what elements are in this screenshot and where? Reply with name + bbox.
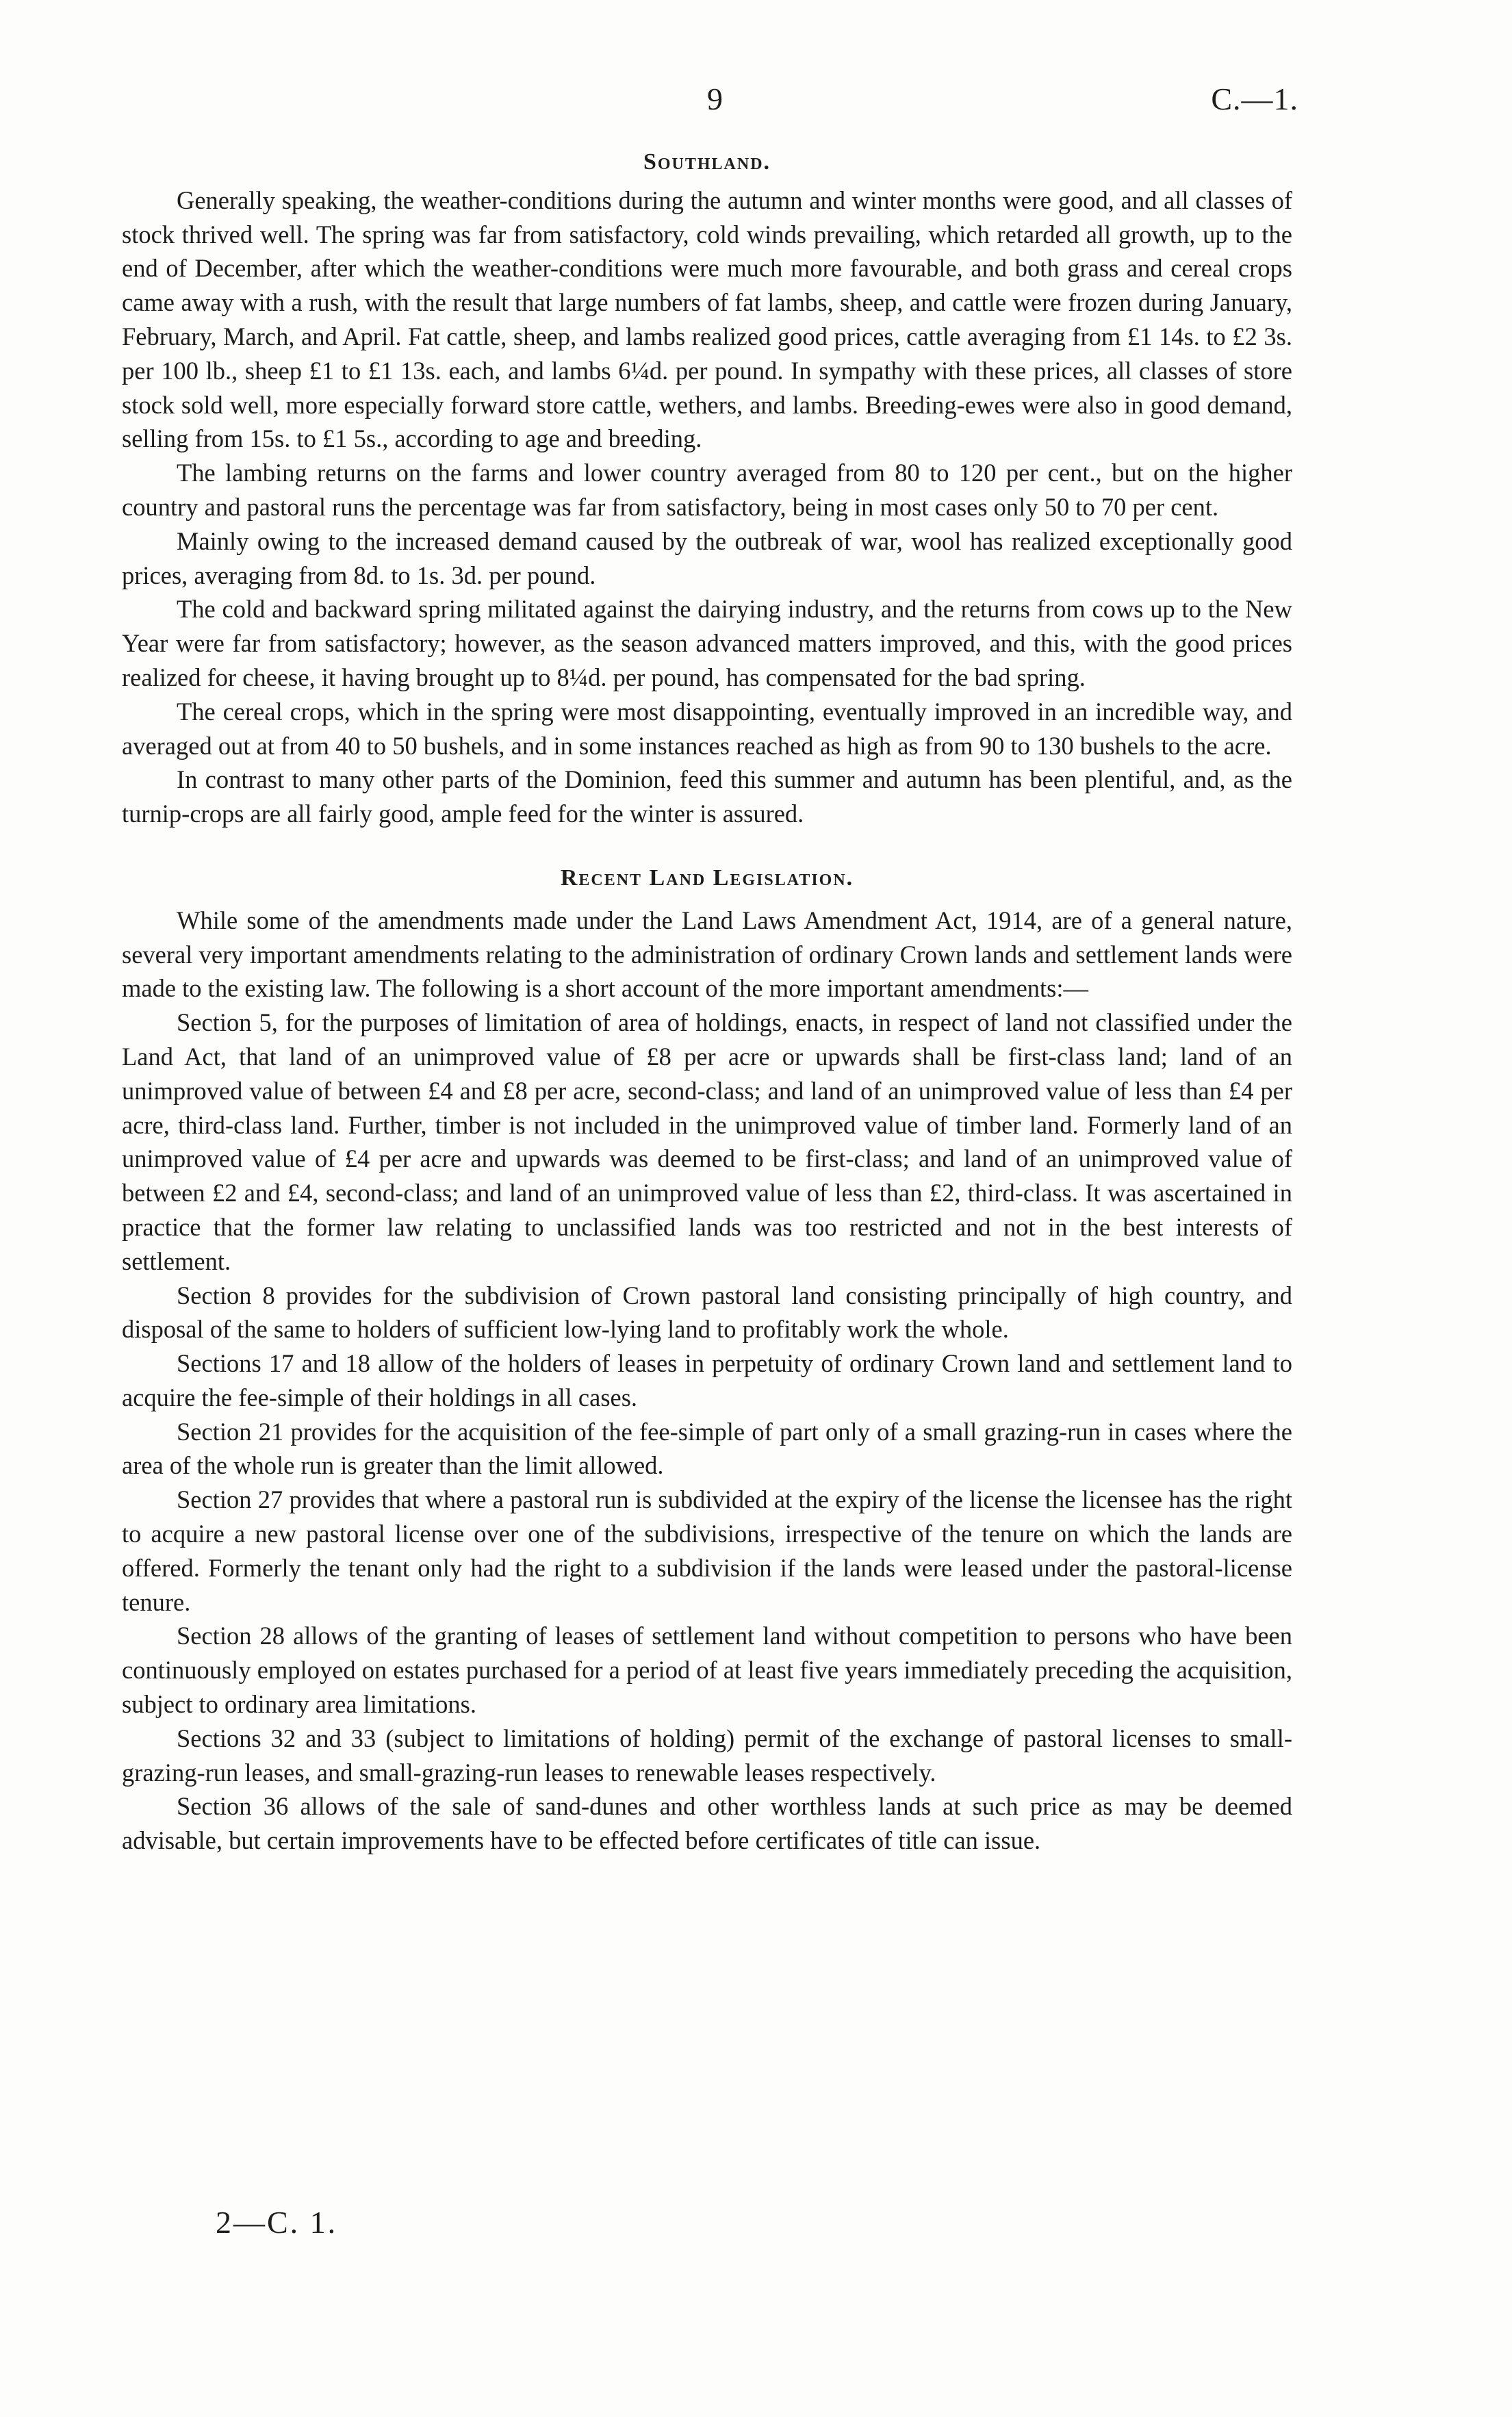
paragraph: Section 5, for the purposes of limitation of area of holdings, enacts, in respect of land not classified under the Land Act, that land of an unimproved value of £8 per acre or upwards shall be first-class land; land of an unimproved value of between £4 and £8 per acre, second-class; and land of an unimproved value of less than £4 per acre, third-class land. Further, timber is not included in the unimproved value of timber land. Formerly land of an unimproved value of £4 per acre and upwards was deemed to be first-class; and land of an unimproved value of between £2 and £4, second-class; and land of an unimproved value of less than £2, third-class. It was ascertained in practice that the former law relating to unclassified lands was too restricted and not in the best interests of settlement. <box>122 1008 1292 1275</box>
paragraph: Section 36 allows of the sale of sand-dunes and other worthless lands at such price as may be deemed advisable, but certain improvements have to be effected before certificates of title can issue. <box>122 1792 1292 1855</box>
body-text <box>122 145 1292 1858</box>
paragraph: While some of the amendments made under the Land Laws Amendment Act, 1914, are of a general nature, several very important amendments relating to the administration of ordinary Crown lands and settlement lands were made to the existing law. The following is a short account of the more important amendments:— <box>122 906 1292 1003</box>
paragraph: Sections 32 and 33 (subject to limitations of holding) permit of the exchange of pastoral licenses to small-grazing-run leases, and small-grazing-run leases to renewable leases respectively. <box>122 1724 1292 1787</box>
section-heading-recent-land-legislation: Recent Land Legislation. <box>560 865 854 891</box>
page-number: 9 <box>707 81 723 116</box>
paragraph: The cereal crops, which in the spring were most disappointing, eventually improved in an incredible way, and averaged out at from 40 to 50 bushels, and in some instances reached as high as from 90 to 130 bushels to the acre. <box>122 697 1292 760</box>
paragraph: Section 8 provides for the subdivision of Crown pastoral land consisting principally of high country, and disposal of the same to holders of sufficient low-lying land to profitably work the whole. <box>122 1281 1292 1344</box>
paragraph: Section 28 allows of the granting of leases of settlement land without competition to persons who have been continuously employed on estates purchased for a period of at least five years immediately preceding the acquisition, subject to ordinary area limitations. <box>122 1622 1292 1719</box>
footer-signature: 2—C. 1. <box>216 2205 338 2240</box>
paragraph: The cold and backward spring militated against the dairying industry, and the returns from cows up to the New Year were far from satisfactory; however, as the season advanced matters improved, and this, with the good prices realized for cheese, it having brought up to 8¼d. per pound, has compensated for the bad spring. <box>122 595 1292 691</box>
paragraph: Section 27 provides that where a pastoral run is subdivided at the expiry of the license the licensee has the right to acquire a new pastoral license over one of the subdivisions, irrespective of the tenure on which the lands are offered. Formerly the tenant only had the right to a subdivision if the lands were leased under the pastoral-license tenure. <box>122 1485 1292 1616</box>
paragraph: In contrast to many other parts of the Dominion, feed this summer and autumn has been plentiful, and, as the turnip-crops are all fairly good, ample feed for the winter is assured. <box>122 765 1292 828</box>
paragraph: Section 21 provides for the acquisition of the fee-simple of part only of a small grazing-run in cases where the area of the whole run is greater than the limit allowed. <box>122 1417 1292 1480</box>
paragraph: Mainly owing to the increased demand caused by the outbreak of war, wool has realized exceptionally good prices, averaging from 8d. to 1s. 3d. per pound. <box>122 526 1292 589</box>
section-heading-southland: Southland. <box>643 149 771 175</box>
document-reference: C.—1. <box>1211 81 1298 116</box>
paragraph: Sections 17 and 18 allow of the holders of leases in perpetuity of ordinary Crown land and settlement land to acquire the fee-simple of their holdings in all cases. <box>122 1349 1292 1411</box>
paragraph: The lambing returns on the farms and lower country averaged from 80 to 120 per cent., but on the higher country and pastoral runs the percentage was far from satisfactory, being in most cases only 50 to 70 per cent. <box>122 459 1292 521</box>
paragraph: Generally speaking, the weather-conditions during the autumn and winter months were good, and all classes of stock thrived well. The spring was far from satisfactory, cold winds prevailing, which retarded all growth, up to the end of December, after which the weather-conditions were much more favourable, and both grass and cereal crops came away with a rush, with the result that large numbers of fat lambs, sheep, and cattle were frozen during January, February, March, and April. Fat cattle, sheep, and lambs realized good prices, cattle averaging from £1 14s. to £2 3s. per 100 lb., sheep £1 to £1 13s. each, and lambs 6¼d. per pound. In sympathy with these prices, all classes of store stock sold well, more especially forward store cattle, wethers, and lambs. Breeding-ewes were also in good demand, selling from 15s. to £1 5s., according to age and breeding. <box>122 186 1292 453</box>
